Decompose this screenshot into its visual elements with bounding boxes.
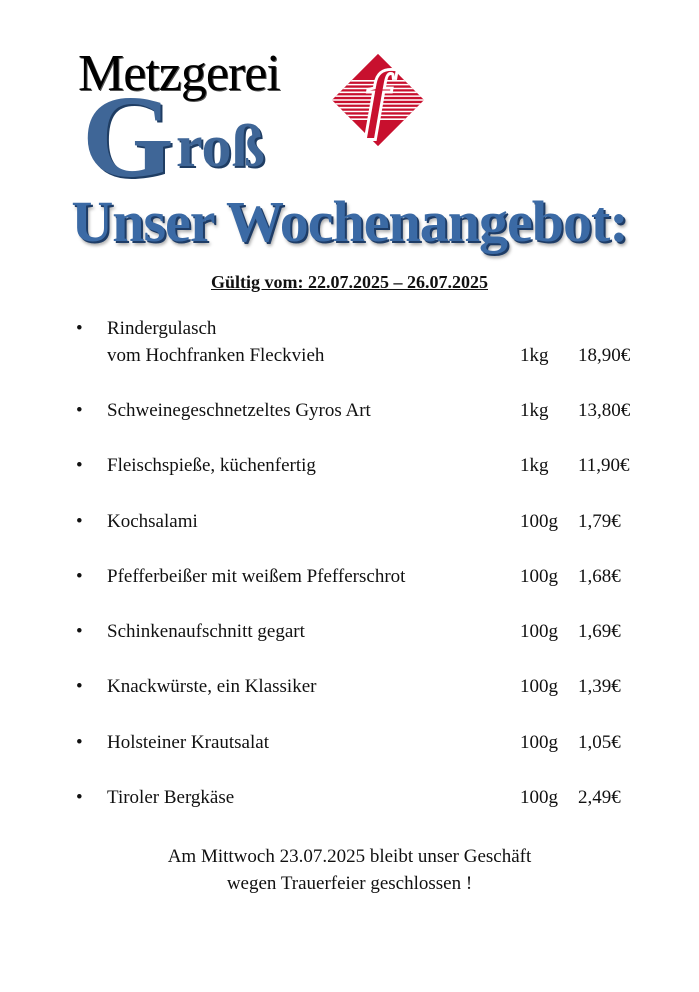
item-unit: 100g xyxy=(520,787,558,809)
item-unit: 1kg xyxy=(520,455,549,477)
bullet: • xyxy=(76,676,83,698)
item-unit: 1kg xyxy=(520,345,549,366)
validity-period: Gültig vom: 22.07.2025 – 26.07.2025 xyxy=(211,272,488,292)
fleischer-f-logo-icon xyxy=(330,52,426,148)
item-price: 2,49€ xyxy=(578,787,621,809)
bullet: • xyxy=(76,455,83,477)
logo-rest: roß xyxy=(176,113,265,179)
item-price: 13,80€ xyxy=(578,400,631,421)
headline: Unser Wochenangebot: xyxy=(71,189,628,254)
item-name-line2: vom Hochfranken Fleckvieh xyxy=(107,345,325,366)
bullet: • xyxy=(76,787,83,809)
svg-text:f: f xyxy=(365,55,391,141)
item-price: 1,69€ xyxy=(578,621,621,643)
item-unit: 100g xyxy=(520,565,558,587)
bullet: • xyxy=(76,510,83,532)
item-name: Rindergulasch xyxy=(107,318,217,339)
list-item xyxy=(74,676,664,731)
item-unit: 100g xyxy=(520,621,558,643)
list-item xyxy=(74,787,664,842)
bullet: • xyxy=(76,318,83,339)
item-name: Fleischspieße, küchenfertig xyxy=(107,455,316,477)
logo-initial: G xyxy=(82,71,172,202)
item-price: 18,90€ xyxy=(578,345,631,366)
notice-line1: Am Mittwoch 23.07.2025 bleibt unser Geschäft xyxy=(167,846,532,867)
closure-notice xyxy=(0,844,699,897)
item-name: Schinkenaufschnitt gegart xyxy=(107,621,305,643)
item-name: Holsteiner Krautsalat xyxy=(107,731,269,753)
offer-list xyxy=(74,318,664,842)
list-item xyxy=(74,621,664,676)
notice-line2: wegen Trauerfeier geschlossen ! xyxy=(226,872,473,894)
list-item xyxy=(74,566,664,621)
item-unit: 1kg xyxy=(520,400,549,421)
list-item xyxy=(74,511,664,566)
bullet: • xyxy=(76,621,83,643)
item-name: Schweinegeschnetzeltes Gyros Art xyxy=(107,400,371,421)
list-item xyxy=(74,400,664,455)
logo-line1: Metzgerei xyxy=(78,45,280,102)
item-name: Knackwürste, ein Klassiker xyxy=(107,676,317,698)
list-item xyxy=(74,455,664,510)
item-name: Tiroler Bergkäse xyxy=(107,787,235,809)
bullet: • xyxy=(76,565,83,587)
list-item xyxy=(74,318,664,400)
list-item xyxy=(74,732,664,787)
bullet: • xyxy=(76,400,83,421)
item-price: 1,05€ xyxy=(578,731,621,753)
item-unit: 100g xyxy=(520,510,558,532)
item-name: Kochsalami xyxy=(107,510,198,532)
item-name: Pfefferbeißer mit weißem Pfefferschrot xyxy=(107,565,406,587)
item-unit: 100g xyxy=(520,731,558,753)
item-price: 1,79€ xyxy=(578,510,621,532)
item-price: 1,68€ xyxy=(578,565,621,587)
bullet: • xyxy=(76,731,83,753)
item-price: 1,39€ xyxy=(578,676,621,698)
item-unit: 100g xyxy=(520,676,558,698)
item-price: 11,90€ xyxy=(578,455,630,477)
